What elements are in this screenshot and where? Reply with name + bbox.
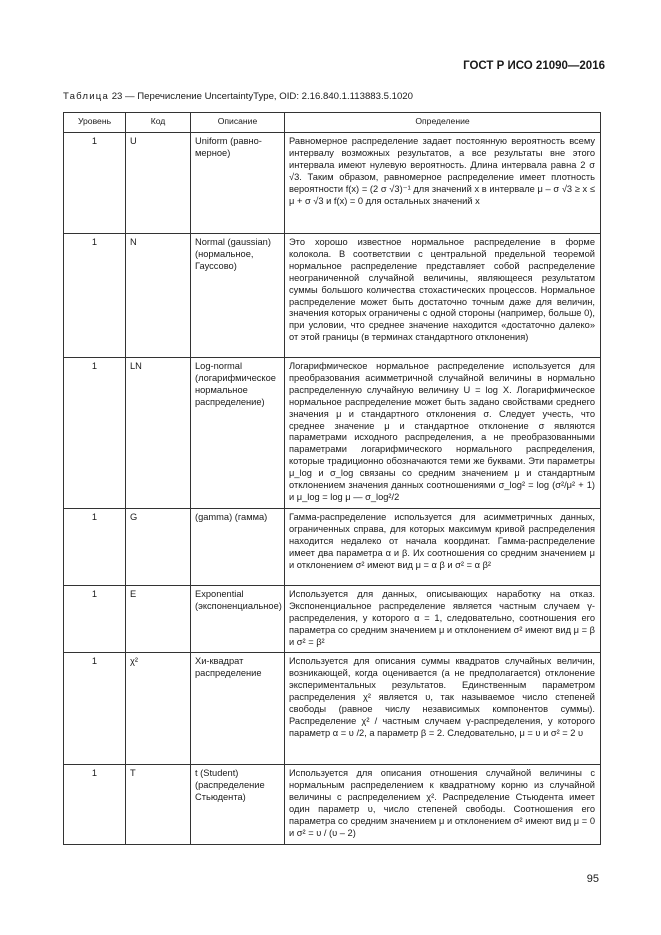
cell-description: Log-normal (логарифмическое нормальное распределение) [191, 358, 285, 509]
cell-description: Normal (gaussian) (нормальное, Гауссово) [191, 234, 285, 358]
table-row [64, 358, 601, 509]
cell-definition: Используется для описания суммы квадратов случайных величин, возникающей, когда оценивается (а не предполагается) отклонение экспериментальных результатов. Единственным параметром распределения χ² является υ, так называемое число степеней свободы (равное числу независимых компонентов суммы). Распределение χ² / частным случаем γ-распределения, у которого параметр α = υ /2, а параметр β = 2. Следовательно, μ = υ и σ² = 2 υ [285, 653, 601, 765]
cell-definition: Логарифмическое нормальное распределение используется для преобразования асимметричной случайной величины в нормально распределенную случайную величину U = log X. Логарифмическое нормальное распределение может быть задано свойствами среднего значения μ и стандартного отклонения σ. Следует учесть, что среднее значение μ и стандартное отклонение σ являются параметрами исходного распределения, а не преобразованными параметрами логарифмического нормального распределения, которые традиционно обозначаются теми же буквами. Эти параметры μ_log и σ_log связаны со средним значением μ и стандартным отклонением значения данных соотношениями σ_log² = log (σ²/μ² + 1) и μ_log = log μ — σ_log²/2 [285, 358, 601, 509]
column-header-level: Уровень [64, 113, 126, 133]
cell-definition: Используется для данных, описывающих наработку на отказ. Экспоненциальное распределение является частным случаем γ-распределения, у которого α = 1, следовательно, соотношения его параметра со средним значением μ и отклонением σ² имеют вид μ = β и σ² = β² [285, 585, 601, 653]
table-row [64, 508, 601, 585]
column-header-code: Код [126, 113, 191, 133]
cell-description: Uniform (равно-мерное) [191, 133, 285, 234]
table-row [64, 234, 601, 358]
cell-level: 1 [64, 358, 126, 509]
table-row [64, 653, 601, 765]
cell-code: N [126, 234, 191, 358]
cell-level: 1 [64, 234, 126, 358]
cell-description: Хи-квадрат распределение [191, 653, 285, 765]
cell-level: 1 [64, 133, 126, 234]
uncertainty-type-table [63, 112, 601, 845]
column-header-definition: Определение [285, 113, 601, 133]
cell-code: LN [126, 358, 191, 509]
cell-level: 1 [64, 765, 126, 844]
table-caption [63, 91, 413, 102]
table-header-row [64, 113, 601, 133]
cell-code: E [126, 585, 191, 653]
cell-code: U [126, 133, 191, 234]
cell-code: G [126, 508, 191, 585]
cell-level: 1 [64, 508, 126, 585]
cell-description: Exponential (экспоненциальное) [191, 585, 285, 653]
cell-definition: Используется для описания отношения случайной величины с нормальным распределением к квадратному корню из случайной величины с распределением χ². Распределение Стьюдента имеет один параметр υ, число степеней свободы. Соотношения его параметра со средним значением μ и отклонением σ² имеют вид μ = 0 и σ² = υ / (υ – 2) [285, 765, 601, 844]
table-row [64, 765, 601, 844]
cell-code: T [126, 765, 191, 844]
document-code: ГОСТ Р ИСО 21090—2016 [463, 60, 605, 72]
table-caption-text: 23 — Перечисление UncertaintyType, OID: 2.16.840.1.113883.5.1020 [111, 91, 413, 102]
cell-description: (gamma) (гамма) [191, 508, 285, 585]
cell-definition: Гамма-распределение используется для асимметричных данных, ограниченных справа, для которых максимум кривой распределения находится недалеко от начала координат. Гамма-распределение имеет два параметра α и β. Их соотношения со средним значением μ и отклонением σ² имеют вид μ = α β и σ² = α β² [285, 508, 601, 585]
table-row [64, 585, 601, 653]
table-row [64, 133, 601, 234]
column-header-description: Описание [191, 113, 285, 133]
cell-description: t (Student) (распределение Стьюдента) [191, 765, 285, 844]
table-caption-prefix: Таблица [63, 91, 110, 102]
cell-level: 1 [64, 653, 126, 765]
cell-code: χ² [126, 653, 191, 765]
page-number: 95 [586, 873, 599, 885]
cell-definition: Равномерное распределение задает постоянную вероятность всему интервалу возможных результатов, а все результаты вне этого интервала имеют нулевую вероятность. Длина интервала равна 2 σ √3. Таким образом, равномерное распределение имеет плотность вероятности f(x) = (2 σ √3)⁻¹ для значений x в интервале μ – σ √3 ≥ x ≤ μ + σ √3 и f(x) = 0 для остальных значений x [285, 133, 601, 234]
cell-definition: Это хорошо известное нормальное распределение в форме колокола. В соответствии с центральной предельной теоремой нормальное распределение представляет собой распределение неограниченной случайной величины, являющееся результатом суммы большого количества стохастических процессов. Нормальное распределение может быть достаточно точным даже для величин, значения которых ограничены с одной стороны (например, больше 0), при условии, что среднее значение находится «достаточно далеко» от этой границы (в терминах стандартного отклонения) [285, 234, 601, 358]
cell-level: 1 [64, 585, 126, 653]
